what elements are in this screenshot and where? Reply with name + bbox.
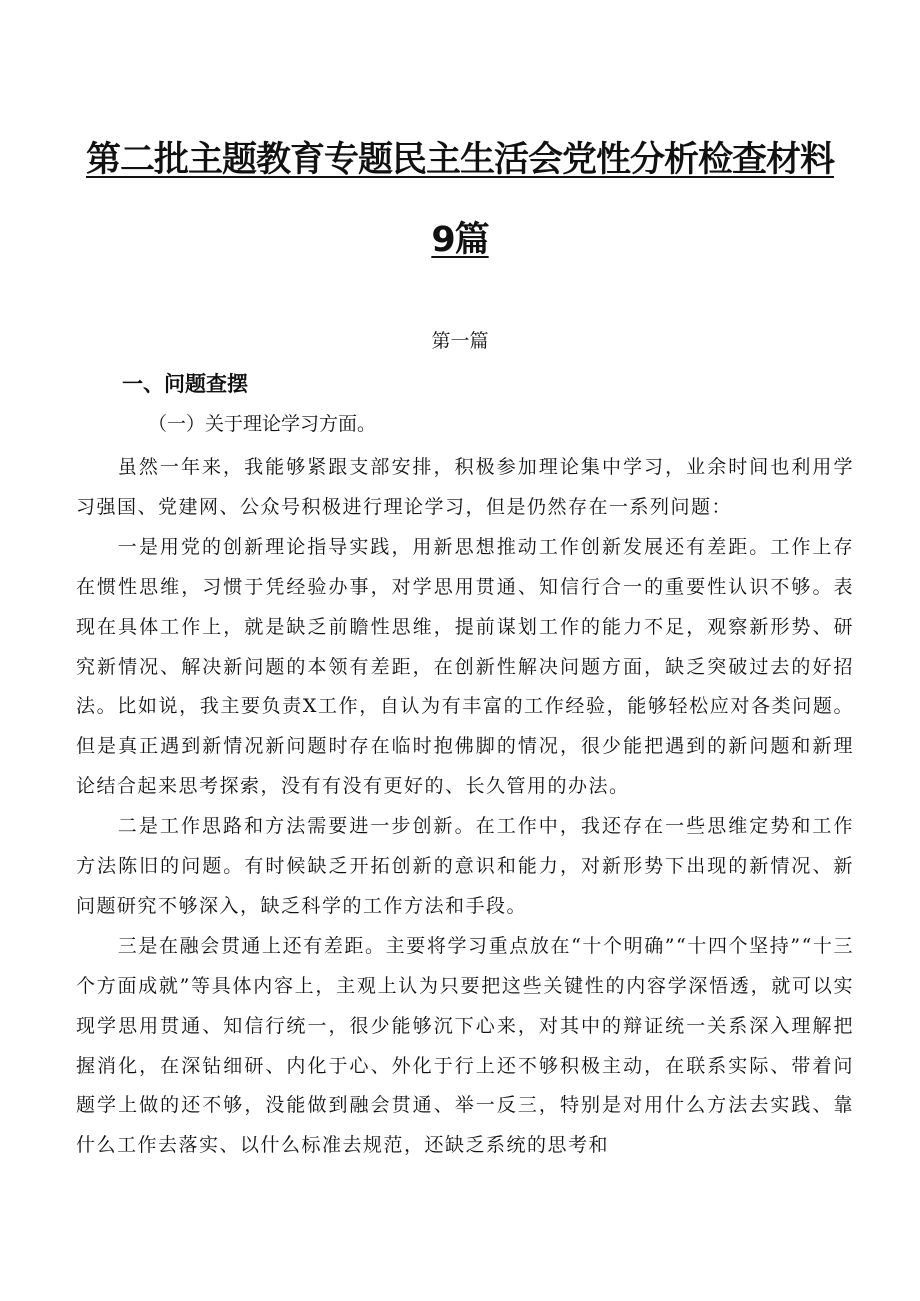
document-title-line-2: 9篇 [431, 220, 489, 260]
paragraph-point-1: 一是用党的创新理论指导实践，用新思想推动工作创新发展还有差距。工作上存在惯性思维，习惯于凭经验办事，对学思用贯通、知信行合一的重要性认识不够。表现在具体工作上，就是缺乏前瞻性思维，提前谋划工作的能力不足，观察新形势、研究新情况、解决新问题的本领有差距，在创新性解决问题方面，缺乏突破过去的好招法。比如说，我主要负责X工作，自认为有丰富的工作经验，能够轻松应对各类问题。但是真正遇到新情况新问题时存在临时抱佛脚的情况，很少能把遇到的新问题和新理论结合起来思考探索，没有有没有更好的、长久管用的办法。 [76, 536, 854, 797]
body-text [76, 448, 854, 1166]
paragraph-point-3: 三是在融会贯通上还有差距。主要将学习重点放在“十个明确”“十四个坚持”“十三个方面成就”等具体内容上，主观上认为只要把这些关键性的内容学深悟透，就可以实现学思用贯通、知信行统一，很少能够沉下心来，对其中的辩证统一关系深入理解把握消化，在深钻细研、内化于心、外化于行上还不够积极主动，在联系实际、带着问题学上做的还不够，没能做到融会贯通、举一反三，特别是对用什么方法去实践、靠什么工作去落实、以什么标准去规范，还缺乏系统的思考和 [76, 935, 854, 1156]
paragraph-intro: 虽然一年来，我能够紧跟支部安排，积极参加理论集中学习，业余时间也利用学习强国、党建网、公众号积极进行理论学习，但是仍然存在一系列问题： [76, 456, 854, 518]
document-title-line-1: 第二批主题教育专题民主生活会党性分析检查材料 [85, 140, 834, 180]
subsection-heading: （一）关于理论学习方面。 [148, 413, 377, 435]
part-title: 第一篇 [431, 330, 489, 352]
section-heading: 一、问题查摆 [122, 372, 248, 396]
paragraph-point-2: 二是工作思路和方法需要进一步创新。在工作中，我还存在一些思维定势和工作方法陈旧的问题。有时候缺乏开拓创新的意识和能力，对新形势下出现的新情况、新问题研究不够深入，缺乏科学的工作方法和手段。 [76, 815, 854, 917]
